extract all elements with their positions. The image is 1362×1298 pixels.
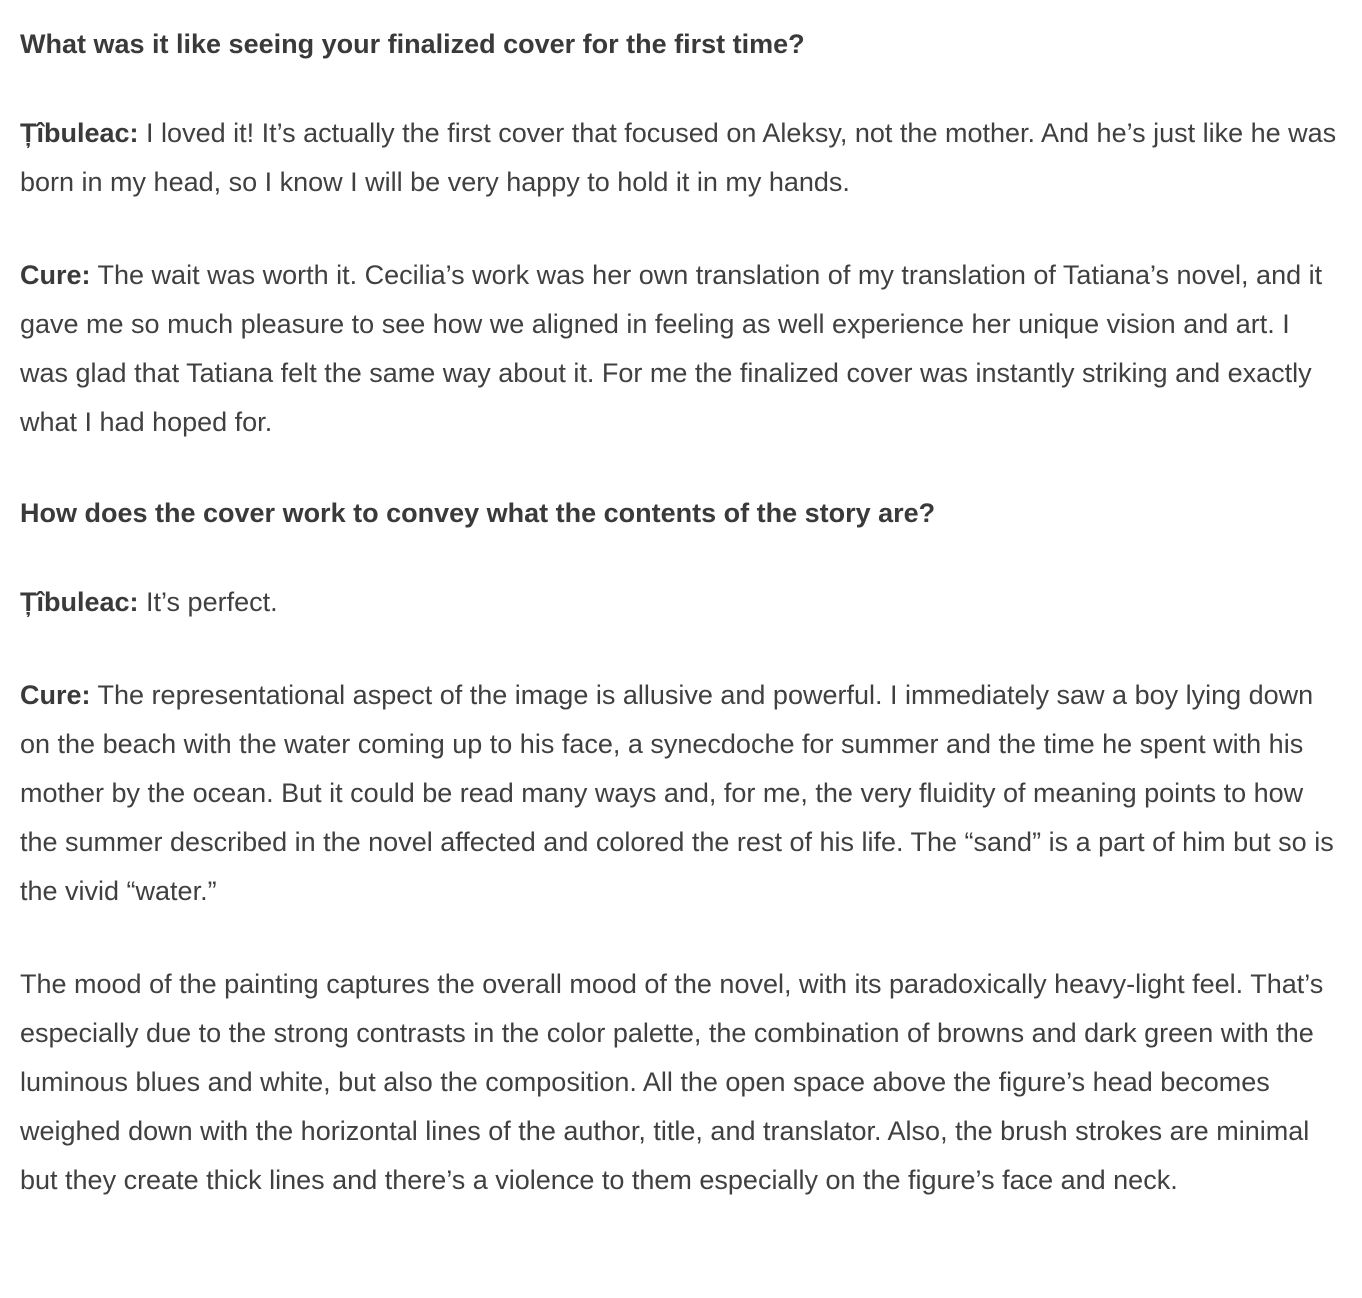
answer-text: It’s perfect. — [146, 587, 278, 617]
speaker-name-tibuleac: Țîbuleac: — [20, 118, 139, 148]
answer-text: The representational aspect of the image is allusive and powerful. I immediately saw a boy lying down on the beach with the water coming up to his face, a synecdoche for summer and the time he spent with his mother by the ocean. But it could be read many ways and, for me, the very fluidity of meaning points to how the summer described in the novel affected and colored the rest of his life. The “sand” is a part of him but so is the vivid “water.” — [20, 680, 1334, 906]
answer-cure-2-continued: The mood of the painting captures the overall mood of the novel, with its paradoxically heavy-light feel. That’s especially due to the strong contrasts in the color palette, the combination of browns and dark green with the luminous blues and white, but also the composition. All the open space above the figure’s head becomes weighed down with the horizontal lines of the author, title, and translator. Also, the brush strokes are minimal but they create thick lines and there’s a violence to them especially on the figure’s face and neck. — [20, 969, 1324, 1195]
speaker-name-cure: Cure: — [20, 680, 91, 710]
speaker-name-cure: Cure: — [20, 260, 91, 290]
answer-text: The wait was worth it. Cecilia’s work was her own translation of my translation of Tatiana’s novel, and it gave me so much pleasure to see how we aligned in feeling as well experience her unique vision and art. I was glad that Tatiana felt the same way about it. For me the finalized cover was instantly striking and exactly what I had hoped for. — [20, 260, 1323, 437]
answer-tibuleac-2 — [20, 578, 1342, 627]
answer-cure-1 — [20, 251, 1342, 447]
answer-tibuleac-1 — [20, 109, 1342, 207]
interview-question-cover-conveys-story: How does the cover work to convey what the contents of the story are? — [20, 498, 936, 528]
interview-question-cover-first-time: What was it like seeing your finalized cover for the first time? — [20, 29, 805, 59]
speaker-name-tibuleac: Țîbuleac: — [20, 587, 139, 617]
answer-cure-2 — [20, 671, 1342, 916]
answer-text: I loved it! It’s actually the first cover that focused on Aleksy, not the mother. And he’s just like he was born in my head, so I know I will be very happy to hold it in my hands. — [20, 118, 1337, 197]
